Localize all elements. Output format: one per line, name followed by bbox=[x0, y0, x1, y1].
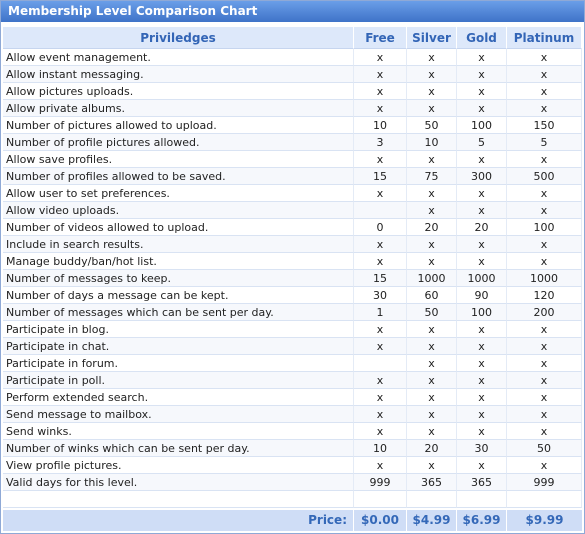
cell-silver: x bbox=[407, 389, 457, 406]
price-platinum: $9.99 bbox=[525, 513, 564, 527]
cell-platinum: 5 bbox=[507, 134, 582, 151]
cell-platinum: 1000 bbox=[507, 270, 582, 287]
table-row bbox=[3, 168, 582, 185]
cell-gold: x bbox=[457, 185, 507, 202]
cell-platinum: x bbox=[507, 100, 582, 117]
table-row bbox=[3, 236, 582, 253]
spacer-cell bbox=[407, 491, 457, 508]
cell-platinum: 100 bbox=[507, 219, 582, 236]
cell-silver: x bbox=[407, 83, 457, 100]
cell-free: 3 bbox=[354, 134, 407, 151]
table-row bbox=[3, 49, 582, 66]
cell-platinum: x bbox=[507, 83, 582, 100]
cell-gold: 100 bbox=[457, 117, 507, 134]
cell-silver: 50 bbox=[407, 304, 457, 321]
cell-gold: x bbox=[457, 202, 507, 219]
cell-silver: x bbox=[407, 423, 457, 440]
column-header-platinum: Platinum bbox=[507, 27, 582, 49]
cell-free: x bbox=[354, 236, 407, 253]
comparison-table bbox=[3, 27, 582, 508]
column-header-silver: Silver bbox=[407, 27, 457, 49]
privilege-label: Perform extended search. bbox=[3, 389, 354, 406]
cell-silver: x bbox=[407, 372, 457, 389]
table-row bbox=[3, 372, 582, 389]
cell-silver: x bbox=[407, 185, 457, 202]
price-gold: $6.99 bbox=[457, 510, 507, 531]
cell-free: x bbox=[354, 406, 407, 423]
privilege-label: Number of pictures allowed to upload. bbox=[3, 117, 354, 134]
table-row bbox=[3, 270, 582, 287]
cell-platinum: x bbox=[507, 151, 582, 168]
cell-platinum: 500 bbox=[507, 168, 582, 185]
cell-gold: x bbox=[457, 236, 507, 253]
table-row bbox=[3, 202, 582, 219]
table-row bbox=[3, 134, 582, 151]
column-header-free: Free bbox=[354, 27, 407, 49]
cell-free: 30 bbox=[354, 287, 407, 304]
cell-platinum: x bbox=[507, 423, 582, 440]
cell-free: 999 bbox=[354, 474, 407, 491]
cell-platinum: x bbox=[507, 66, 582, 83]
table-row bbox=[3, 117, 582, 134]
cell-silver: 1000 bbox=[407, 270, 457, 287]
cell-free bbox=[354, 202, 407, 219]
cell-free: 15 bbox=[354, 270, 407, 287]
cell-gold: 1000 bbox=[457, 270, 507, 287]
cell-silver: x bbox=[407, 406, 457, 423]
cell-free: x bbox=[354, 338, 407, 355]
cell-silver: x bbox=[407, 321, 457, 338]
privilege-label: Allow instant messaging. bbox=[3, 66, 354, 83]
cell-silver: x bbox=[407, 202, 457, 219]
cell-silver: x bbox=[407, 253, 457, 270]
privilege-label: Participate in chat. bbox=[3, 338, 354, 355]
cell-free: x bbox=[354, 321, 407, 338]
cell-silver: x bbox=[407, 236, 457, 253]
table-row bbox=[3, 287, 582, 304]
cell-gold: 20 bbox=[457, 219, 507, 236]
privilege-label: Participate in poll. bbox=[3, 372, 354, 389]
cell-gold: x bbox=[457, 253, 507, 270]
cell-gold: x bbox=[457, 372, 507, 389]
cell-gold: x bbox=[457, 406, 507, 423]
cell-platinum: 999 bbox=[507, 474, 582, 491]
privilege-label: Allow event management. bbox=[3, 49, 354, 66]
privilege-label: Send message to mailbox. bbox=[3, 406, 354, 423]
cell-gold: x bbox=[457, 389, 507, 406]
privilege-label: Allow private albums. bbox=[3, 100, 354, 117]
table-row bbox=[3, 423, 582, 440]
cell-gold: x bbox=[457, 83, 507, 100]
price-label: Price: bbox=[3, 510, 354, 531]
table-row bbox=[3, 83, 582, 100]
table-row bbox=[3, 440, 582, 457]
cell-platinum: x bbox=[507, 321, 582, 338]
privilege-label: Number of profile pictures allowed. bbox=[3, 134, 354, 151]
cell-gold: x bbox=[457, 355, 507, 372]
cell-gold: x bbox=[457, 423, 507, 440]
spacer-cell bbox=[3, 491, 354, 508]
table-row bbox=[3, 389, 582, 406]
cell-free: 10 bbox=[354, 117, 407, 134]
privilege-label: Number of messages which can be sent per day. bbox=[3, 304, 354, 321]
table-row bbox=[3, 151, 582, 168]
table-row bbox=[3, 321, 582, 338]
spacer-cell bbox=[457, 491, 507, 508]
table-row bbox=[3, 253, 582, 270]
cell-silver: 50 bbox=[407, 117, 457, 134]
cell-silver: x bbox=[407, 457, 457, 474]
cell-silver: x bbox=[407, 355, 457, 372]
cell-gold: x bbox=[457, 100, 507, 117]
panel-title: Membership Level Comparison Chart bbox=[1, 1, 584, 22]
cell-platinum: 50 bbox=[507, 440, 582, 457]
spacer-row bbox=[3, 491, 582, 508]
privilege-label: Participate in forum. bbox=[3, 355, 354, 372]
table-row bbox=[3, 219, 582, 236]
cell-free: x bbox=[354, 372, 407, 389]
column-header-gold: Gold bbox=[457, 27, 507, 49]
table-row bbox=[3, 185, 582, 202]
cell-platinum: x bbox=[507, 355, 582, 372]
cell-silver: x bbox=[407, 49, 457, 66]
cell-free: x bbox=[354, 66, 407, 83]
cell-free: x bbox=[354, 253, 407, 270]
privilege-label: Number of winks which can be sent per day. bbox=[3, 440, 354, 457]
table-row bbox=[3, 457, 582, 474]
cell-free: x bbox=[354, 49, 407, 66]
table-row bbox=[3, 304, 582, 321]
table-row bbox=[3, 66, 582, 83]
cell-gold: x bbox=[457, 49, 507, 66]
cell-platinum: x bbox=[507, 389, 582, 406]
privilege-label: Valid days for this level. bbox=[3, 474, 354, 491]
cell-silver: 75 bbox=[407, 168, 457, 185]
privilege-label: Send winks. bbox=[3, 423, 354, 440]
column-header-privileges: Priviledges bbox=[3, 27, 354, 49]
privilege-label: Number of videos allowed to upload. bbox=[3, 219, 354, 236]
cell-platinum: x bbox=[507, 338, 582, 355]
cell-free: x bbox=[354, 151, 407, 168]
privilege-label: Allow save profiles. bbox=[3, 151, 354, 168]
privilege-label: Number of days a message can be kept. bbox=[3, 287, 354, 304]
cell-silver: 365 bbox=[407, 474, 457, 491]
table-row bbox=[3, 100, 582, 117]
cell-silver: x bbox=[407, 338, 457, 355]
cell-free: x bbox=[354, 100, 407, 117]
cell-gold: x bbox=[457, 66, 507, 83]
price-free: $0.00 bbox=[354, 510, 407, 531]
cell-silver: x bbox=[407, 151, 457, 168]
cell-platinum: x bbox=[507, 236, 582, 253]
privilege-label: Number of profiles allowed to be saved. bbox=[3, 168, 354, 185]
cell-free bbox=[354, 355, 407, 372]
table-row bbox=[3, 406, 582, 423]
cell-gold: 90 bbox=[457, 287, 507, 304]
cell-free: 10 bbox=[354, 440, 407, 457]
cell-gold: x bbox=[457, 338, 507, 355]
price-silver: $4.99 bbox=[407, 510, 457, 531]
table-row bbox=[3, 355, 582, 372]
cell-platinum: x bbox=[507, 49, 582, 66]
cell-platinum: 200 bbox=[507, 304, 582, 321]
price-row bbox=[3, 510, 582, 531]
cell-free: x bbox=[354, 389, 407, 406]
spacer-cell bbox=[354, 491, 407, 508]
cell-platinum: 150 bbox=[507, 117, 582, 134]
cell-platinum: x bbox=[507, 185, 582, 202]
cell-silver: x bbox=[407, 100, 457, 117]
cell-silver: 20 bbox=[407, 219, 457, 236]
privilege-label: Participate in blog. bbox=[3, 321, 354, 338]
cell-gold: 300 bbox=[457, 168, 507, 185]
privilege-label: Allow video uploads. bbox=[3, 202, 354, 219]
cell-free: x bbox=[354, 83, 407, 100]
spacer-cell bbox=[507, 491, 582, 508]
cell-platinum: x bbox=[507, 457, 582, 474]
cell-silver: 20 bbox=[407, 440, 457, 457]
privilege-label: View profile pictures. bbox=[3, 457, 354, 474]
privilege-label: Number of messages to keep. bbox=[3, 270, 354, 287]
cell-silver: x bbox=[407, 66, 457, 83]
privilege-label: Manage buddy/ban/hot list. bbox=[3, 253, 354, 270]
cell-silver: 10 bbox=[407, 134, 457, 151]
cell-gold: 100 bbox=[457, 304, 507, 321]
header-row bbox=[3, 27, 582, 49]
cell-platinum: x bbox=[507, 202, 582, 219]
cell-platinum: 120 bbox=[507, 287, 582, 304]
cell-free: x bbox=[354, 423, 407, 440]
cell-free: 1 bbox=[354, 304, 407, 321]
cell-platinum: x bbox=[507, 253, 582, 270]
cell-gold: 30 bbox=[457, 440, 507, 457]
cell-gold: 365 bbox=[457, 474, 507, 491]
cell-platinum: x bbox=[507, 406, 582, 423]
privilege-label: Include in search results. bbox=[3, 236, 354, 253]
cell-platinum: x bbox=[507, 372, 582, 389]
cell-gold: x bbox=[457, 457, 507, 474]
cell-gold: 5 bbox=[457, 134, 507, 151]
table-body bbox=[3, 49, 582, 508]
privilege-label: Allow user to set preferences. bbox=[3, 185, 354, 202]
table-row bbox=[3, 338, 582, 355]
cell-free: 15 bbox=[354, 168, 407, 185]
privilege-label: Allow pictures uploads. bbox=[3, 83, 354, 100]
cell-free: 0 bbox=[354, 219, 407, 236]
table-row bbox=[3, 474, 582, 491]
cell-gold: x bbox=[457, 321, 507, 338]
cell-gold: x bbox=[457, 151, 507, 168]
cell-silver: 60 bbox=[407, 287, 457, 304]
cell-free: x bbox=[354, 185, 407, 202]
cell-free: x bbox=[354, 457, 407, 474]
